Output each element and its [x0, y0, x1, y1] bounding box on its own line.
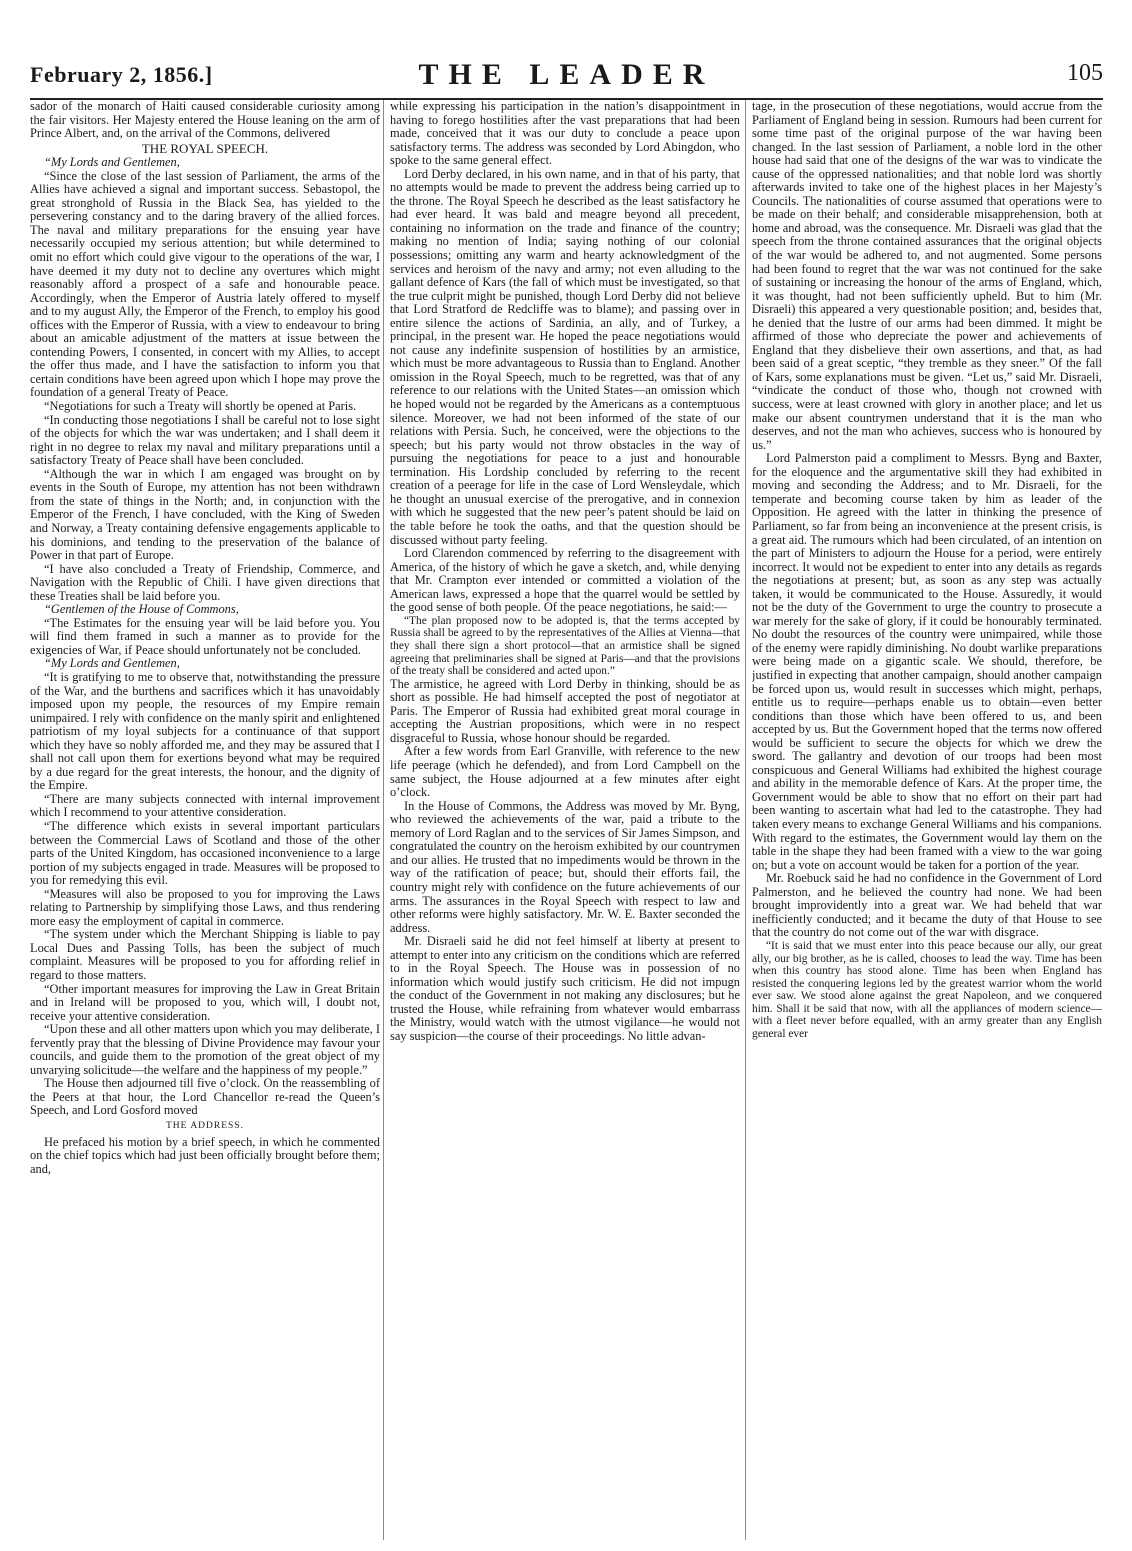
paragraph: The armistice, he agreed with Lord Derby in thinking, should be as short as possible. He had himself accepted the post of negotiator at Paris. The Emperor of Russia had exhibited great moral courage in accepting the Austrian propositions, which were in no respect disgraceful to Russia, whose honour should be regarded.: [390, 676, 740, 745]
paragraph: “Other important measures for improving the Law in Great Britain and in Ireland will be proposed to you, which will, I doubt not, receive your attentive consideration.: [30, 981, 380, 1023]
paragraph: Mr. Disraeli said he did not feel himself at liberty at present to attempt to enter into any criticism on the conditions which are referred to in the Royal Speech. The House was in possession of no information which would justify such criticism. He did not impugn the conduct of the Government in not making any disclosures; but he trusted the House, while refraining from whatever would embarrass the Ministry, would watch with the utmost vigilance—he would not say suspicion—the course of their proceedings. No little advan-: [390, 934, 740, 1043]
paragraph: “There are many subjects connected with internal improvement which I recommend to your attentive consideration.: [30, 791, 380, 820]
paragraph: He prefaced his motion by a brief speech, in which he commented on the chief topics which had just been officially brought before them; and,: [30, 1134, 380, 1176]
paragraph: “Upon these and all other matters upon which you may deliberate, I fervently pray that the blessing of Divine Providence may favour your councils, and guide them to the promotion of the great object of my unvarying solicitude—the welfare and the happiness of my people.”: [30, 1022, 380, 1077]
paragraph: The House then adjourned till five o’clock. On the reassembling of the Peers at that hour, the Lord Chancellor re-read the Queen’s Speech, and Lord Gosford moved: [30, 1076, 380, 1118]
paragraph: while expressing his participation in the nation’s disappointment in having to forego hostilities after the vast preparations that had been made, conceived that it was our duty to conclude a peace upon satisfactory terms. The address was seconded by Lord Abingdon, who spoke to the same general effect.: [390, 100, 740, 168]
column-2: [390, 100, 740, 1540]
paragraph: “It is gratifying to me to observe that, notwithstanding the pressure of the War, and the burthens and sacrifices which it has unavoidably imposed upon my people, the resources of my Empire remain unimpaired. I rely with confidence on the manly spirit and enlightened patriotism of my loyal subjects for a continuance of that support which they have so nobly afforded me, and they may be assured that I shall not call upon them for exertions beyond what may be required by a due regard for the great interests, the honour, and the dignity of the Empire.: [30, 669, 380, 793]
paragraph: “The Estimates for the ensuing year will be laid before you. You will find them framed in such a manner as to provide for the exigencies of War, if Peace should unfortunately not be concluded.: [30, 615, 380, 657]
newspaper-title: THE LEADER: [418, 58, 715, 91]
paragraph: “Negotiations for such a Treaty will shortly be opened at Paris.: [44, 399, 357, 414]
paragraph: “The plan proposed now to be adopted is, that the terms accepted by Russia shall be agreed to by the representatives of the Allies at Vienna—that they shall there sign a short protocol—that an armistice shall be signed agreeing that preliminaries shall be signed at Paris—and that the provisions of the treaty shall be considered and acted upon.”: [390, 614, 740, 678]
paragraph: “Although the war in which I am engaged was brought on by events in the South of Europe, my attention has not been withdrawn from the state of things in the North; and, in conjunction with the Emperor of the French, I have concluded, with the King of Sweden and Norway, a Treaty containing defensive engagements applicable to his dominions, and tending to the preservation of the balance of Power in that part of Europe.: [30, 466, 380, 563]
page-number: 105: [1067, 60, 1103, 86]
paragraph: Mr. Roebuck said he had no confidence in the Government of Lord Palmerston, and he believed the country had none. We had been brought improvidently into a great war. We had beheld that war inefficiently conducted; and it became the duty of that House to see that the country do not come out of the war with disgrace.: [752, 871, 1102, 940]
column-3: [752, 100, 1102, 1540]
column-1: [30, 100, 380, 1540]
paragraph: “The system under which the Merchant Shipping is liable to pay Local Dues and Passing Tolls, has been the subject of much complaint. Measures will be proposed to you for affording relief in regard to those matters.: [30, 927, 380, 982]
section-heading: THE ADDRESS.: [166, 1121, 244, 1132]
paragraph: sador of the monarch of Haiti caused considerable curiosity among the fair visitors. Her Majesty entered the House leaning on the arm of Prince Albert, and, on the arrival of the Commons, delivered: [30, 100, 380, 141]
page-header: [30, 58, 1103, 100]
paragraph: After a few words from Earl Granville, with reference to the new life peerage (which he defended), and from Lord Campbell on the same subject, the House adjourned at a few minutes after eight o’clock.: [390, 744, 740, 800]
paragraph: “My Lords and Gentlemen,: [44, 656, 180, 671]
section-heading: THE ROYAL SPEECH.: [141, 140, 269, 156]
paragraph: tage, in the prosecution of these negotiations, would accrue from the Parliament of England being in session. Rumours had been current for some time past of the original purpose of the war having been changed. In the last session of Parliament, a noble lord in the other house had said that one of the designs of the war was to vindicate the cause of the oppressed nationalities; and that noble lord was shortly afterwards invited to take one of the highest places in her Majesty’s Councils. The nationalities of course assumed that operations were to be made on their behalf; and considerable misapprehension, both at home and abroad, was the consequence. Mr. Disraeli was glad that the speech from the throne contained assurances that the original objects of the war would be adhered to, and not augmented. Some persons had been found to regret that the war was not continued for the sake of sustaining or increasing the honour of the arms of England, which, it was thought, had not been sufficiently upheld. But to him (Mr. Disraeli) this appeared a very questionable position; and, besides that, he denied that the lustre of our arms had been dimmed. It might be affirmed of those who depreciate the power and achievements of England that they disbelieve their own assertions, and that, as had been said of a great sceptic, “they tremble as they sneer.” Of the fall of Kars, some explanations must be given. “Let us,” said Mr. Disraeli, “vindicate the conduct of those who, though not crowned with success, were at least crowned with glory in another place; and let us make our absent countrymen understand that it is the man who deserves, and not the man who achieves, success who is honoured by us.”: [752, 100, 1102, 452]
paragraph: “In conducting those negotiations I shall be careful not to lose sight of the objects for which the war was undertaken; and I shall deem it right in no degree to relax my naval and military preparations until a satisfactory Treaty of Peace shall have been concluded.: [30, 412, 380, 468]
paragraph: “The difference which exists in several important particulars between the Commercial Laws of Scotland and those of the other parts of the United Kingdom, has occasioned inconvenience to a large portion of my subjects engaged in trade. Measures will be proposed to you for remedying this evil.: [30, 818, 380, 888]
paragraph: “Gentlemen of the House of Commons,: [44, 602, 239, 617]
paragraph: Lord Clarendon commenced by referring to the disagreement with America, of the history of which he gave a sketch, and, while denying that Mr. Crampton ever intended or committed a violation of the American laws, expressed a hope that the quarrel would be settled by the good sense of both people. Of the peace negotiations, he said:—: [390, 546, 740, 615]
paragraph: “It is said that we must enter into this peace because our ally, our great ally, our big brother, as he is called, chooses to lead the way. Time has been when this country has stood alone. Time has been when England has resisted the conquering legions led by the greatest warrior whom the world ever saw. We stood alone against the great Napoleon, and we conquered him. Shall it be said that now, with all the appliances of modern science—with a fleet never before equalled, with an army greater than any English general ever: [752, 939, 1102, 1041]
paragraph: “My Lords and Gentlemen,: [44, 155, 180, 170]
column-divider: [745, 100, 746, 1540]
paragraph: Lord Derby declared, in his own name, and in that of his party, that no attempts would be made to prevent the address being carried up to the throne. The Royal Speech he described as the least satisfactory he had ever heard. It was bald and meagre beyond all precedent, containing no information on the trade and finance of the country; making no mention of India; saying nothing of our colonial possessions; omitting any warm and hearty acknowledgment of the services and heroism of the navy and army; not even alluding to the gallant defence of Kars (the fall of which must be investigated, so that the true culprit might be punished, though Lord Derby did not believe that Lord Stratford de Redcliffe was to blame); and passing over in entire silence the actions of Sardinia, an ally, and of Turkey, a principal, in the present war. He hoped the peace negotiations would not cause any indefinite suspension of hostilities by an armistice, which must be more advantageous to Russia than to England. Another omission in the Royal Speech, much to be regretted, was that of any reference to our relations with the United States—an omission which he hoped would not be regarded by the Americans as a contemptuous silence. Moreover, we had not been informed of the state of our relations with Persia. Such, he conceived, were the objections to the speech; but his party would not throw obstacles in the way of pursuing the negotiations for peace to a just and honourable termination. His Lordship concluded by referring to the recent creation of a peerage for life in the case of Lord Wensleydale, which he thought an unusual exercise of the prerogative, and in connexion with which he suggested that the new peer’s patent should be laid on the table before he took the oaths, and that the question should be discussed without party feeling.: [390, 166, 740, 547]
paragraph: “Measures will also be proposed to you for improving the Laws relating to Partnership by simplifying those Laws, and thus rendering more easy the employment of capital in commerce.: [30, 886, 380, 928]
paragraph: In the House of Commons, the Address was moved by Mr. Byng, who reviewed the achievements of the war, paid a tribute to the memory of Lord Raglan and to the services of Sir James Simpson, and congratulated the country on the heroism exhibited by our countrymen and our allies. He trusted that no impediments would be thrown in the way of the ratification of peace; but, should their efforts fail, the country might rely with confidence on the future achievements of our arms. The assurances in the Royal Speech with respect to law and other reforms were highly satisfactory. Mr. W. E. Baxter seconded the address.: [390, 798, 740, 935]
paragraph: “I have also concluded a Treaty of Friendship, Commerce, and Navigation with the Republic of Chili. I have given directions that these Treaties shall be laid before you.: [30, 561, 380, 603]
paragraph: Lord Palmerston paid a compliment to Messrs. Byng and Baxter, for the eloquence and the argumentative skill they had exhibited in moving and seconding the Address; and to Mr. Disraeli, for the temperate and becoming course taken by him as leader of the Opposition. He agreed with the latter in thinking the presence of Parliament, so far from being an inconvenience at the present crisis, is a great aid. The rumours which had been circulated, of an intention on the part of Ministers to adjourn the House for a period, were entirely incorrect. It would not be expedient to enter into any details as regards the negotiations at present; but, as soon as any step was actually taken, it would be communicated to the House. Assuredly, it would not be the duty of the Government to urge the country to prosecute a war merely for the sake of glory, if it could be honourably terminated. No doubt the resources of the country were unimpaired, while those of the enemy were rapidly diminishing. No doubt warlike preparations were being made on a gigantic scale. We should, therefore, be justified in expecting that another campaign, should another campaign be forced upon us, would result in successes which might, perhaps, entitle us to require—perhaps enable us to obtain—even better conditions than those which have been offered to us, and been accepted by us. But the Government hoped that the terms now offered would be sufficient to secure the objects for which we drew the sword. The gallantry and devotion of our troops had been most conspicuous and General Williams had exhibited the highest courage and ability in the memorable defence of Kars. At the proper time, the Government would be able to show that no effort on their part had been wanting to ascertain what had led to the catastrophe. They had taken every means to exchange General Williams and his companions. With regard to the estimates, the Government would lay them on the table in the shape they had been framed with a view to the war going on; but a vote on account would be taken for a portion of the year.: [752, 451, 1102, 872]
column-divider: [383, 100, 384, 1540]
paragraph: “Since the close of the last session of Parliament, the arms of the Allies have achieved a signal and important success. Sebastopol, the great stronghold of Russia in the Black Sea, has yielded to the persevering constancy and to the daring bravery of the allied forces. The naval and military preparations for the ensuing year have necessarily occupied my serious attention; but while determined to omit no effort which could give vigour to the operations of the war, I have deemed it my duty not to decline any overtures which might reasonably afford a prospect of a safe and honourable peace. Accordingly, when the Emperor of Austria lately offered to myself and to my august Ally, the Emperor of the French, to employ his good offices with the Emperor of Russia, with a view to endeavour to bring about an amicable adjustment of the matters at issue between the contending Powers, I consented, in concert with my Allies, to accept the offer thus made, and I have the satisfaction to inform you that certain conditions have been agreed upon which I hope may prove the foundation of a general Treaty of Peace.: [30, 168, 380, 400]
issue-date: February 2, 1856.]: [30, 62, 213, 87]
